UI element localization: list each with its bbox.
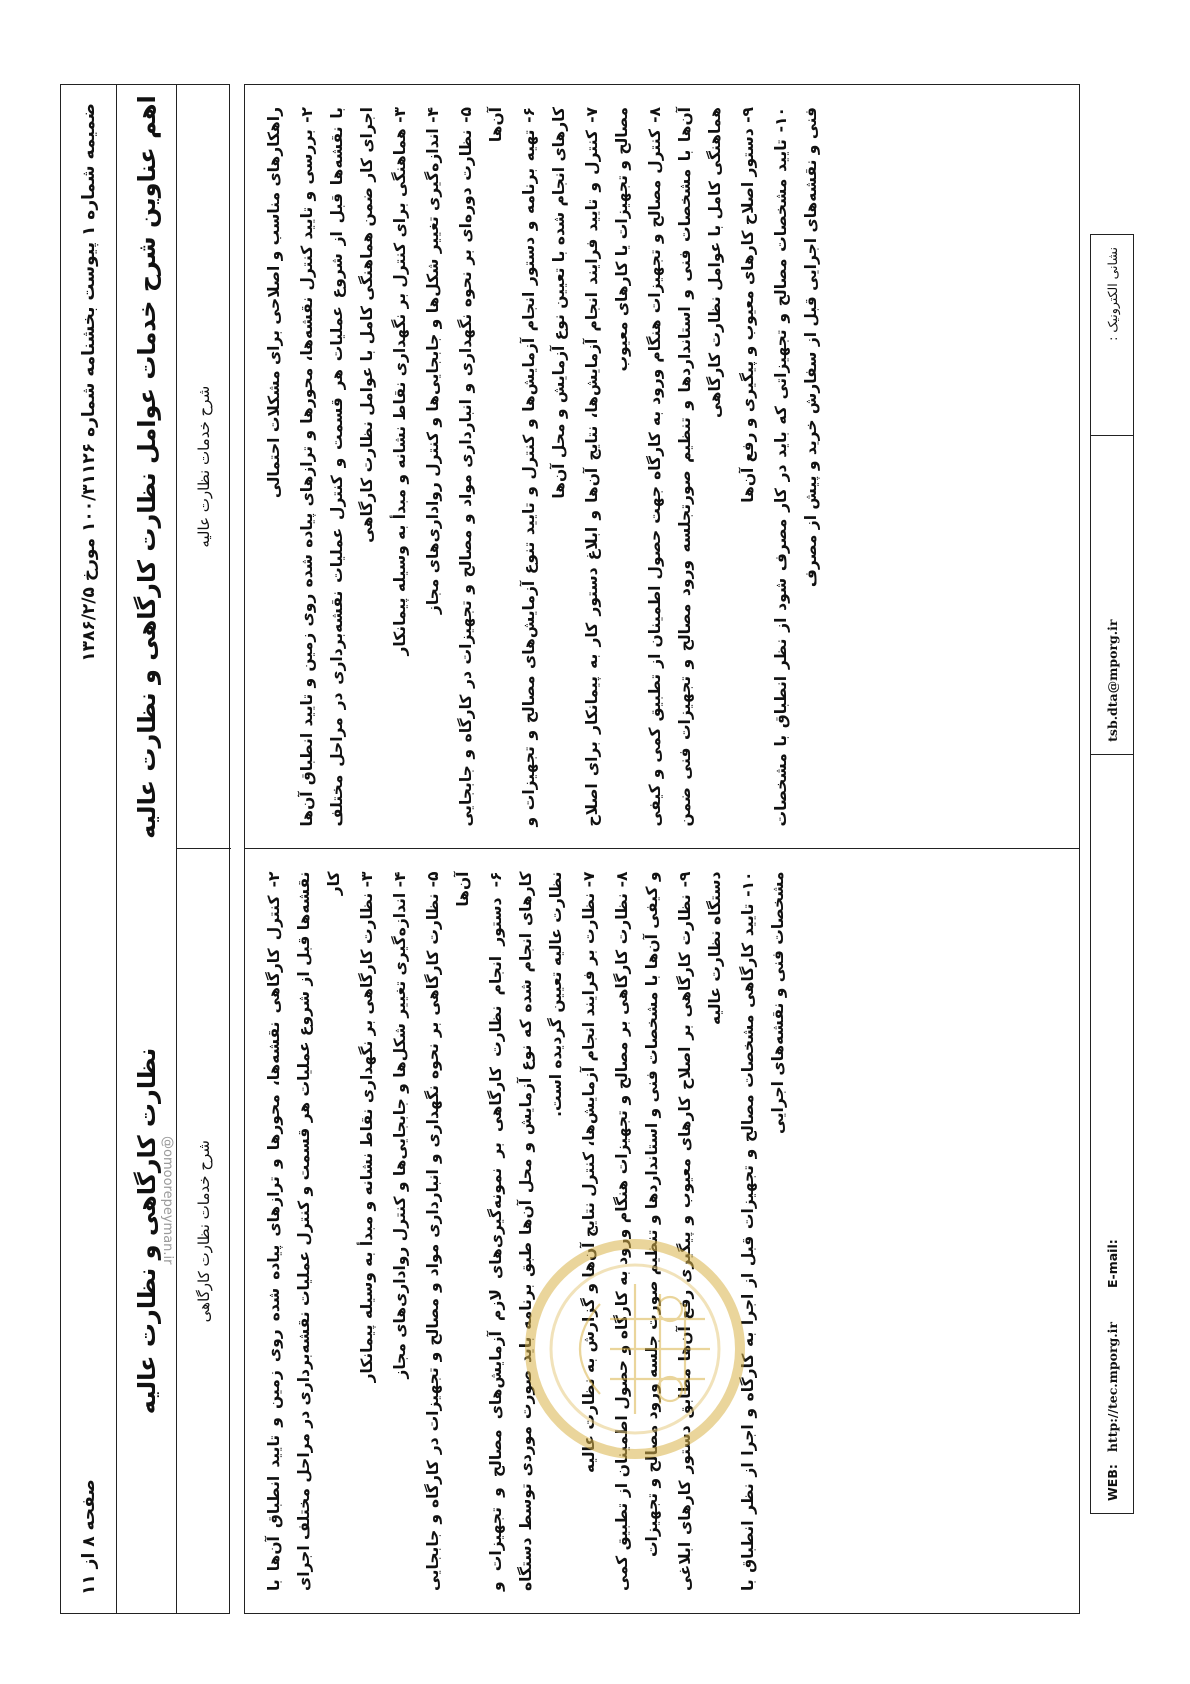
- site-item: ۲- کنترل کارگاهی نقشه‌ها، محورها و ترازهای پیاده شده روی زمین و تایید انطباق آن‌ها با نقشه‌ها قبل از شروع عملیات هر قسمت و کنترل عملیات نقشه‌برداری در مراحل مختلف اجرای کار: [265, 871, 343, 1591]
- high-item: ۵- نظارت دوره‌ای بر نحوه نگهداری و انبارداری مواد و مصالح و تجهیزات در کارگاه و جابجایی آن‌ها: [457, 107, 505, 827]
- site-supervision-column: [245, 850, 1079, 1614]
- header-columns-row: [177, 85, 231, 1613]
- watermark-seal-icon: [520, 1234, 750, 1464]
- site-item: ۵- نظارت کارگاهی بر نحوه نگهداری و انبارداری مواد و مصالح و تجهیزات در کارگاه و جابجایی آن‌ها: [424, 871, 472, 1591]
- site-item: ۴- اندازه‌گیری تغییر شکل‌ها و جابجایی‌ها و کنترل رواداری‌های مجاز: [391, 871, 409, 1379]
- email-label: E-mail:: [1104, 1239, 1120, 1289]
- title-main-services: اهم عناوین شرح خدمات عوامل نظارت کارگاهی و نظارت عالیه: [132, 95, 161, 839]
- web-link[interactable]: http://tec.mporg.ir: [1104, 1322, 1120, 1453]
- web-label: WEB:: [1104, 1464, 1120, 1501]
- high-item: ۴- اندازه‌گیری تغییر شکل‌ها و جابجایی‌ها و کنترل رواداری‌های مجاز: [424, 107, 442, 615]
- footer-email-cell: [1091, 436, 1133, 755]
- page-number: صفحه ۸ از ۱۱: [78, 1479, 99, 1595]
- site-item: ۹- نظارت کارگاهی بر اصلاح کارهای معیوب و پیگیری رفع آن‌ها مطابق دستور کارهای ابلاغی دستگاه نظارت عالیه: [676, 871, 724, 1591]
- footer-postal-cell: [1091, 235, 1133, 436]
- high-item: ۳- هماهنگی برای کنترل بر نگهداری نقاط نشانه و مبدأ به وسیله پیمانکار: [391, 107, 409, 656]
- high-item: ۱۰- تایید مشخصات مصالح و تجهیزاتی که باید در کار مصرف شود از نظر انطباق با مشخصات فنی و نقشه‌های اجرایی قبل از سفارش خرید و پیش از مصرف: [772, 107, 820, 827]
- attachment-reference: ضمیمه شماره ۱ پیوست بخشنامه شماره ۱۰۰/۳۱۱۲۶ مورخ ۱۳۸۶/۲/۵: [78, 103, 99, 662]
- high-item: راهکارهای مناسب و اصلاحی برای مشکلات احتمالی: [265, 107, 283, 499]
- high-item: ۷- کنترل و تایید فرایند انجام آزمایش‌ها، نتایج آن‌ها و ابلاغ دستور کار به پیمانکار برای اصلاح مصالح و تجهیزات یا کارهای معیوب: [583, 107, 631, 827]
- watermark-site-text: @omoorepeyman.ir: [160, 1136, 175, 1265]
- header-title-row: [117, 85, 177, 1613]
- high-item: ۹- دستور اصلاح کارهای معیوب و پیگیری و رفع آن‌ها: [739, 107, 757, 503]
- high-item: ۶- تهیه برنامه و دستور انجام آزمایش‌ها و کنترل و تایید تنوع آزمایش‌های مصالح و تجهیزات و کارهای انجام شده با تعیین نوع آزمایش و محل آن‌ها: [520, 107, 568, 827]
- site-item: ۶- دستور انجام نظارت کارگاهی بر نمونه‌گیری‌های لازم آزمایش‌های مصالح و تجهیزات و کارهای انجام شده که نوع آزمایش و محل آن‌ها طبق برنامه باید صورت موردی توسط دستگاه نظارت عالیه تعیین گردیده است.: [487, 871, 565, 1591]
- column-header-site: شرح خدمات نظارت کارگاهی: [195, 1140, 213, 1323]
- site-item: ۸- نظارت کارگاهی بر مصالح و تجهیزات هنگام ورود به کارگاه و حصول اطمینان از تطبیق کمی و کیفی آن‌ها با مشخصات فنی و استانداردها و تنظیم صورت جلسه ورود مصالح و تجهیزات: [613, 871, 661, 1591]
- site-item: ۳- نظارت کارگاهی بر نگهداری نقاط نشانه و مبدأ به وسیله پیمانکار: [358, 871, 376, 1383]
- high-supervision-column: [245, 85, 1079, 850]
- header-table: [60, 84, 230, 1614]
- email-link[interactable]: tsb.dta@mporg.ir: [1104, 619, 1120, 742]
- site-item: ۷- نظارت بر فرایند انجام آزمایش‌ها، کنترل نتایج آن‌ها و گزارش به نظارت عالیه: [580, 871, 598, 1473]
- header-top-row: [61, 85, 117, 1613]
- high-item: ۸- کنترل مصالح و تجهیزات هنگام ورود به کارگاه جهت حصول اطمینان از تطبیق کمی و کیفی آن‌ها با مشخصات فنی و استانداردها و تنظیم صورتجلسه ورود مصالح و تجهیزات فنی ضمن هماهنگی کامل با عوامل نظارت کارگاهی: [646, 107, 724, 827]
- site-item: ۱۰- تایید کارگاهی مشخصات مصالح و تجهیزات قبل از اجرا به کارگاه و اجرا از نظر انطباق با مشخصات فنی و نقشه‌های اجرایی: [739, 871, 787, 1591]
- column-header-high: شرح خدمات نظارت عالیه: [177, 85, 231, 850]
- footer-web-cell: [1091, 755, 1133, 1513]
- footer-contact-box: [1090, 234, 1134, 1514]
- postal-label: نشانی الکترونیک :: [1104, 247, 1120, 341]
- title-site-supervision: نظارت کارگاهی و نظارت عالیه: [132, 1047, 161, 1415]
- high-item: ۲- بررسی و تایید کنترل نقشه‌ها، محورها و ترازهای پیاده شده روی زمین و تایید انطباق آن‌ها با نقشه‌ها قبل از شروع عملیات هر قسمت و کنترل عملیات نقشه‌برداری در مراحل مختلف اجرای کار ضمن هماهنگی کامل با عوامل نظارت کارگاهی: [298, 107, 376, 827]
